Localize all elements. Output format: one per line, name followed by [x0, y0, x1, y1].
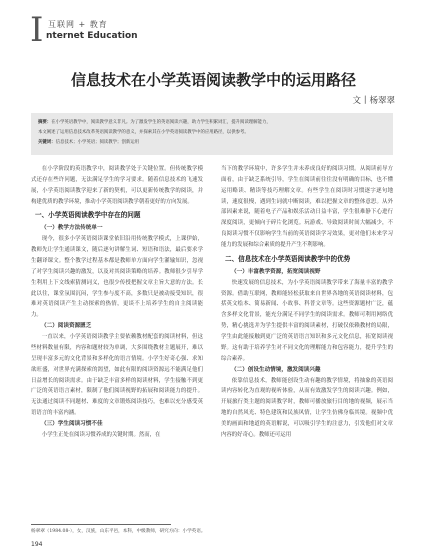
section-2-heading: 二、信息技术在小学英语阅读教学中的优势: [225, 254, 351, 263]
subsection-1-1-heading: （一）教学方法传统单一: [41, 225, 103, 232]
abstract-line-1: [38, 118, 386, 128]
subsection-1-2-text: 一直以来，小学英语阅读教学主要依赖教材配套的阅读材料，但这些材料数量有限，内容和题材较为单调，大多围绕教材主题展开，难以呈现丰富多元的文化背景和多样化的语言情境。小学生好奇心强、求知欲旺盛，对世界充满探索的渴望，如此有限的阅读资源远不能满足他们日益增长的阅读需求。由于缺乏丰富多样的阅读材料，学生接触不到更广泛的英语语言素材，限制了他们阅读视野的拓展和阅读能力的提升。无法通过阅读不同题材、难度的文章锻炼阅读技巧，也难以充分感受英语语言的丰富内涵。: [31, 334, 203, 417]
section-1-heading: 一、小学英语阅读教学中存在的问题: [35, 211, 141, 220]
column-logo: [30, 10, 150, 54]
abstract-text-1: 在小学英语教学中，阅读教学意义非凡。为了激发学生的英语阅读兴趣，助力学生积累词汇，提升阅读理解能力，: [51, 120, 271, 125]
logo-letter: I: [30, 10, 44, 50]
page-number: 194: [31, 541, 43, 548]
abstract-text-2: 本文阐述了运用信息技术改革英语阅读教学的意义，并探索其在小学英语阅读教学中的应用路径，以供参考。: [38, 130, 249, 135]
article-title: 信息技术在小学英语阅读教学中的运用路径: [70, 71, 356, 89]
author-footnote: 杨翠翠（1984.08-），女，汉族，山东平邑，本科，中级教师，研究方向：小学英语。: [31, 529, 206, 534]
subsection-2-1-heading: （一）丰富教学资源，拓宽阅读视野: [231, 268, 321, 275]
subsection-1-1-text: 现今，很多小学英语阅读课堂依旧沿用传统教学模式，上课伊始，教师先让学生通读课文，随后逐句讲解生词、短语和语法，最后要求学生翻译课文。整个教学过程基本都是教师单方面向学生灌输知识，忽视了对学生阅读兴趣的激发，以及对其阅读策略的培养。教师很少引导学生利用上下文线索猜测词义，也很少传授把握文章主旨大意的方法。长此以往，课堂氛围沉闷，学生参与度不高，多数只是被动接受知识，很难对英语阅读产生主动探索的热情，更谈不上培养学生的自主阅读能力。: [31, 236, 203, 319]
abstract-box: [31, 113, 393, 155]
column-name-en: nternet Education: [46, 31, 138, 41]
left-column: [31, 164, 203, 441]
keywords-line: [38, 138, 386, 148]
keywords-text: 信息技术；小学英语；阅读教学；创新运用: [55, 140, 140, 145]
subsection-2-1-text: 快速发展的信息技术，为小学英语阅读教学带来了海量丰富的教学资源。借助互联网，教师能轻松获取来自世界各地的英语阅读材料，包括英文绘本、简易新闻、小故事、科普文章等。这些资源题材广泛，蕴含多样文化背景，能充分满足不同学生的阅读需求。教师可利用网络优势，精心挑选并为学生提供丰富的阅读素材，打破仅依赖教材的局限，学生由此能接触到更广泛的英语语言知识和多元文化信息，拓宽阅读视野。这有助于培养学生对不同文化的理解能力和包容能力，提升学生的综合素养。: [221, 279, 393, 362]
continued-paragraph: 当下的教学环境中，许多学生并未养成良好的阅读习惯。从阅读前导方面看，由于缺乏系统引导，学生在阅读前往往没有明确的目标，也不懂运用略读、精读等技巧理解文章。有些学生在阅读时习惯逐字逐句地读，速度很慢，遇到生词就中断阅读，难以把握文章的整体意思。从外部因素来说，随着电子产品和娱乐活动日益丰富，学生很难静下心进行深度阅读，更倾向于碎片化浏览。玩游戏、导致阅读时间大幅减少，不良阅读习惯不仅影响学生当前的英语阅读学习效果，更对他们未来学习能力的发展和综合素质的提升产生不利影响。: [221, 166, 393, 248]
subsection-1-2-heading: （二）阅读资源匮乏: [41, 323, 92, 330]
footnote-divider: [31, 524, 171, 525]
subsection-2-2-heading: （二）创设生动情境，激发阅读兴趣: [231, 366, 321, 373]
right-column: [221, 164, 393, 441]
subsection-1-3-text: 小学生正处在阅读习惯养成的关键时期。然而，在: [41, 431, 161, 438]
keywords-label: 关键词：: [38, 140, 56, 145]
intro-paragraph: 在小学阶段的英语教学中，阅读教学处于关键位置。但传统教学模式还存在些许问题，无法满足学生的学习要求。随着信息技术的飞速发展，小学英语阅读教学迎来了新的契机，可以更新传统教学的阅读，并构建优质的教学环境，推动小学英语阅读教学朝着更好的方向发展。: [31, 166, 203, 205]
abstract-line-2: [38, 128, 386, 138]
column-name-cn: 互联网 + 教育: [48, 20, 108, 29]
subsection-1-3-heading: （三）学生阅读习惯不佳: [41, 420, 103, 427]
subsection-2-2-text: 依靠信息技术，教师能创设生动有趣的教学情境，将抽象的英语阅读内容转化为直观的视听体验，从而有效激发学生的阅读兴趣。例如，开展旅行类主题的阅读教学时，教师可播放旅行目的地的视频，展示当地的自然风光、特色建筑和民族风情，让学生仿佛身临其境。视频中优美的画面和地道的英语解说，可以吸引学生的注意力，引发他们对文章内容的好奇心。教师还可运用: [221, 377, 393, 438]
article-author: 文丨杨翠翠: [352, 96, 395, 106]
abstract-label: 摘要：: [38, 120, 52, 125]
